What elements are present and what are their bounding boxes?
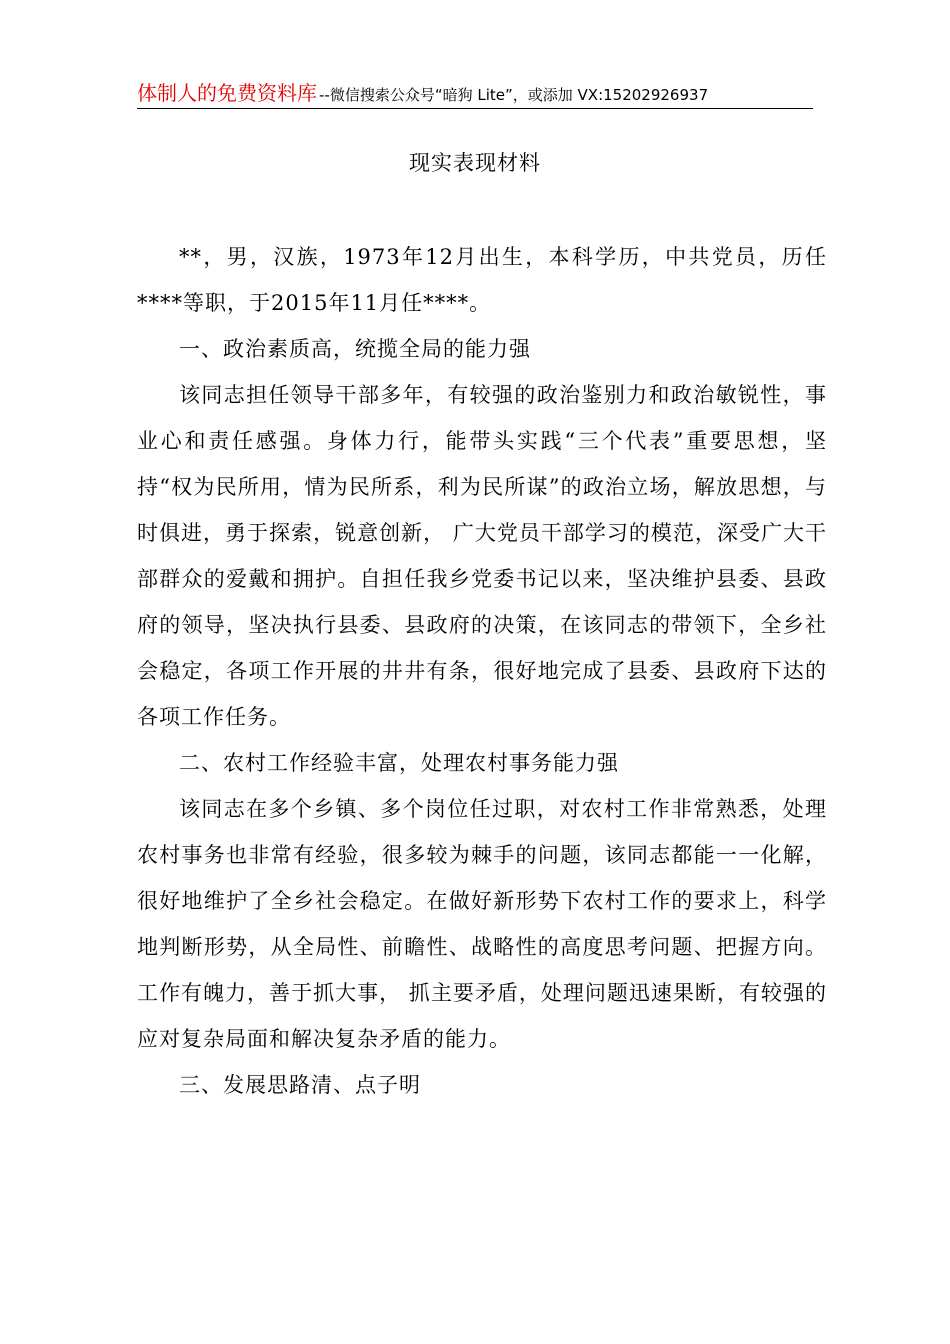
section-heading-1: 一、政治素质高，统揽全局的能力强 — [179, 337, 531, 361]
intro-paragraph: **，男，汉族，1973年12月出生，本科学历，中共党员，历任****等职，于2015年11月任****。 — [137, 245, 827, 315]
section-body-2: 该同志在多个乡镇、多个岗位任过职，对农村工作非常熟悉，处理农村事务也非常有经验，很多较为棘手的问题，该同志都能一一化解，很好地维护了全乡社会稳定。在做好新形势下农村工作的要求上，科学地判断形势，从全局性、前瞻性、战略性的高度思考问题、把握方向。工作有魄力，善于抓大事， 抓主要矛盾，处理问题迅速果断，有较强的应对复杂局面和解决复杂矛盾的能力。 — [137, 797, 827, 1051]
header-brand: 体制人的免费资料库 — [137, 81, 317, 105]
section-body-1: 该同志担任领导干部多年，有较强的政治鉴别力和政治敏锐性，事业心和责任感强。身体力行，能带头实践“三个代表”重要思想，坚持“权为民所用，情为民所系，利为民所谋”的政治立场，解放思想，与时俱进，勇于探索，锐意创新， 广大党员干部学习的模范，深受广大干部群众的爱戴和拥护。自担任我乡党委书记以来，坚决维护县委、县政府的领导，坚决执行县委、县政府的决策，在该同志的带领下，全乡社会稳定，各项工作开展的井井有条，很好地完成了县委、县政府下达的各项工作任务。 — [137, 383, 827, 729]
document-title: 现实表现材料 — [409, 151, 541, 175]
section-heading-2: 二、农村工作经验丰富，处理农村事务能力强 — [179, 751, 619, 775]
header-contact: --微信搜索公众号“暗狗 Lite”，或添加 VX:15202926937 — [319, 86, 709, 104]
page-header — [137, 78, 813, 109]
section-heading-3: 三、发展思路清、点子明 — [179, 1073, 421, 1097]
document-body — [137, 234, 827, 1108]
